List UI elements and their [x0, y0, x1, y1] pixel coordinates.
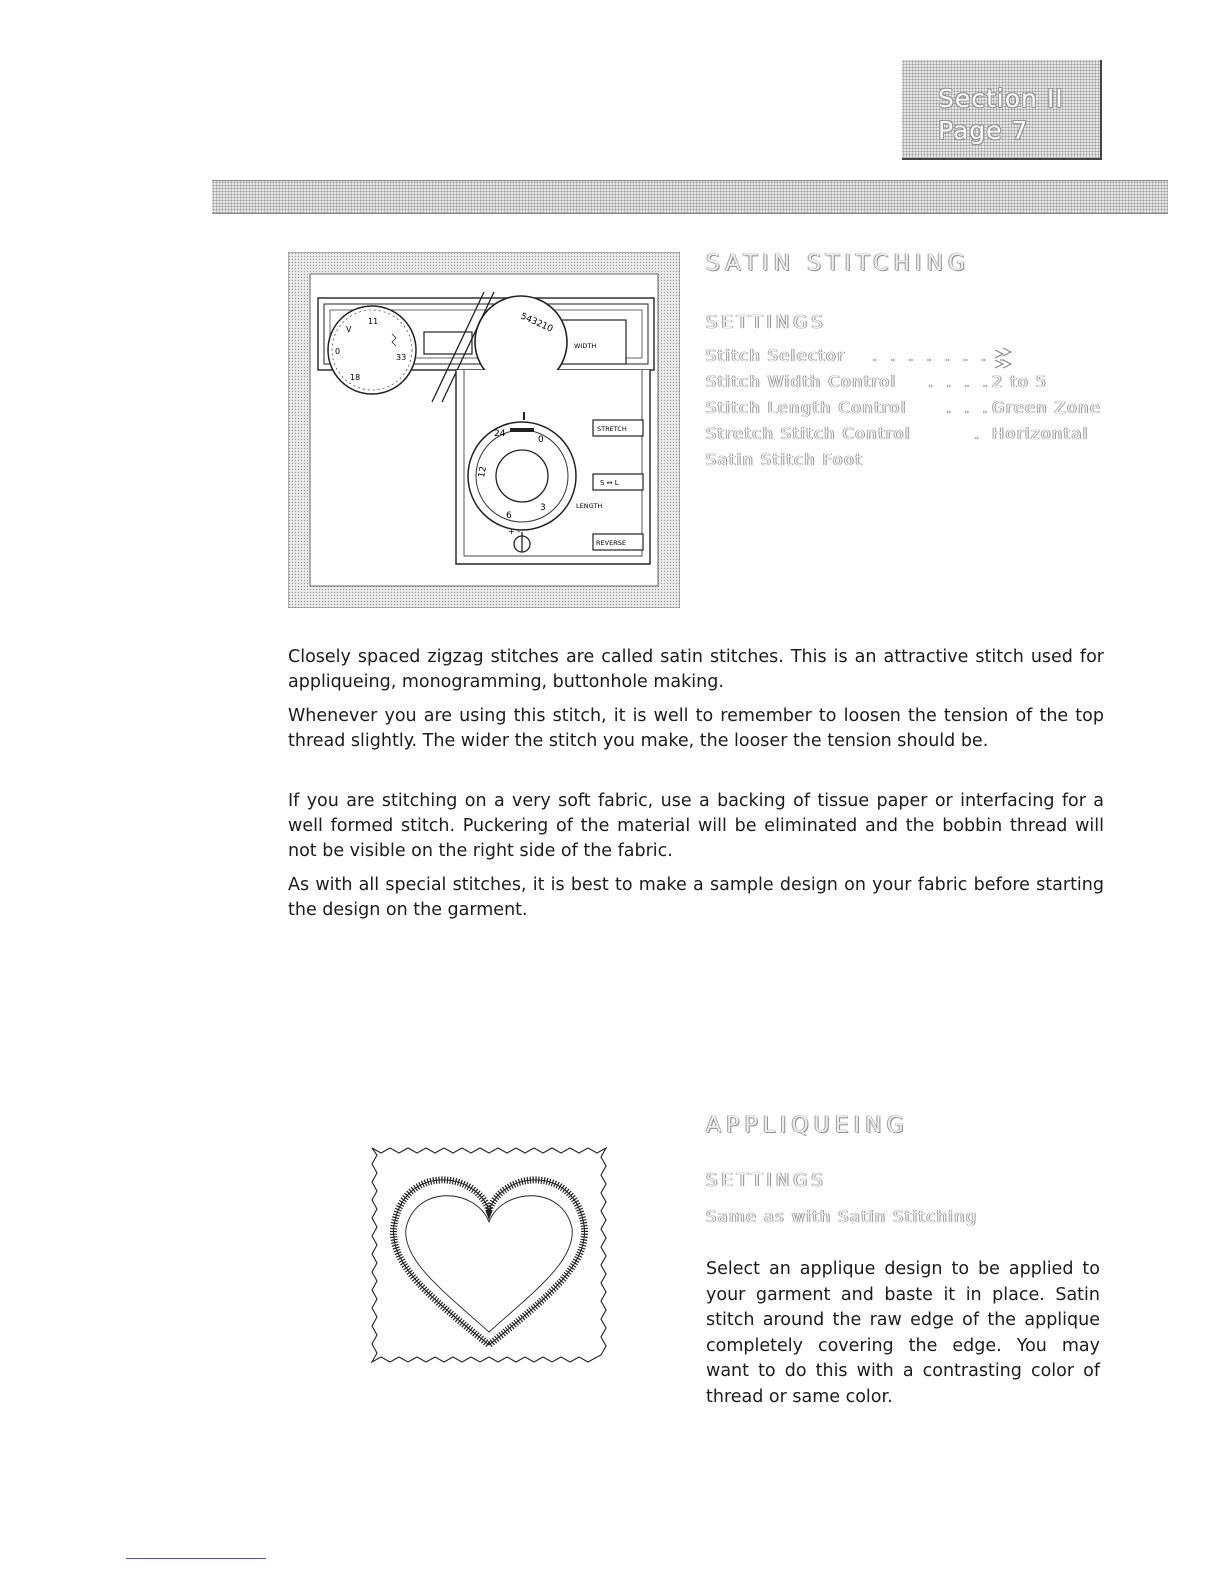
heart-applique-illustration [364, 1140, 614, 1370]
length-label: LENGTH [576, 502, 603, 510]
applique-settings-heading: SETTINGS [706, 1170, 827, 1191]
setting-label: Stitch Length Control [706, 398, 907, 417]
pinked-fabric-square [372, 1148, 606, 1362]
section-tab [902, 60, 1102, 160]
applique-settings-note [706, 1207, 1126, 1233]
svg-text:STRETCH: STRETCH [597, 425, 627, 433]
setting-label: Stretch Stitch Control [706, 424, 911, 443]
setting-stitch-width: Stitch Width Control . . . . 2 to 5 [706, 372, 1048, 391]
satin-paragraph-4: As with all special stitches, it is best to make a sample design on your fabric before starting the design on the garment. [288, 875, 1104, 920]
control-panel-illustration [288, 252, 680, 608]
setting-stitch-length: Stitch Length Control . . . Green Zone [706, 398, 1102, 417]
stitch-selector-dial [328, 306, 416, 394]
setting-value: 2 to 5 [992, 372, 1048, 391]
svg-text:543210: 543210 [518, 311, 555, 335]
svg-text:33: 33 [396, 353, 407, 362]
setting-label: Satin Stitch Foot [706, 450, 864, 469]
appliqueing-title: APPLIQUEING [706, 1113, 909, 1138]
selector-window [424, 332, 472, 354]
setting-stretch-stitch: Stretch Stitch Control . Horizontal [706, 424, 1089, 443]
reverse-button [593, 534, 643, 550]
heart-satin-edge [393, 1180, 584, 1345]
satin-settings-heading: SETTINGS [706, 312, 827, 333]
setting-value: Horizontal [992, 424, 1089, 443]
footer-rule [126, 1558, 266, 1559]
svg-text:REVERSE: REVERSE [596, 539, 626, 547]
svg-text:6: 6 [506, 511, 512, 521]
svg-text:11: 11 [368, 317, 379, 326]
setting-label: Stitch Width Control [706, 372, 897, 391]
applique-paragraph: Select an applique design to be applied to your garment and baste it in place. Satin stitch around the raw edge of the applique completely covering the edge. You may want to do this with a contrasting color of thread or same color. [706, 1259, 1100, 1407]
page-label: Page 7 [938, 116, 1029, 145]
setting-label: Stitch Selector [706, 346, 846, 365]
setting-stitch-selector: Stitch Selector . . . . . . . . [706, 346, 1126, 372]
svg-text:V: V [346, 325, 352, 334]
settings-note-text: Same as with Satin Stitching [706, 1207, 978, 1226]
satin-stitching-title: SATIN STITCHING [706, 251, 971, 276]
setting-value: Green Zone [992, 398, 1102, 417]
satin-paragraph-2: Whenever you are using this stitch, it is well to remember to loosen the tension of the top thread slightly. The wider the stitch you make, the looser the tension should be. [288, 706, 1104, 751]
width-label: WIDTH [574, 342, 597, 350]
s-l-button [593, 474, 643, 490]
svg-text:S ↔ L: S ↔ L [600, 479, 619, 487]
satin-paragraph-1: Closely spaced zigzag stitches are called satin stitches. This is an attractive stitch used for appliqueing, monogramming, buttonhole making. [288, 647, 1104, 692]
stretch-button [593, 420, 643, 436]
svg-text:+ -: + - [508, 527, 521, 536]
svg-text:24: 24 [494, 429, 506, 439]
header-band [212, 180, 1168, 214]
svg-text:18: 18 [350, 373, 361, 382]
svg-text:3: 3 [540, 503, 546, 513]
svg-text:0: 0 [335, 347, 341, 356]
satin-paragraph-3: If you are stitching on a very soft fabric, use a backing of tissue paper or interfacing for a well formed stitch. Puckering of the material will be eliminated and the bobbin thread will not be visible on the right side of the fabric. [288, 791, 1104, 861]
svg-text:12: 12 [477, 465, 489, 479]
setting-satin-foot [706, 450, 1126, 476]
section-label: Section II [938, 84, 1064, 113]
svg-text:0: 0 [538, 435, 544, 445]
